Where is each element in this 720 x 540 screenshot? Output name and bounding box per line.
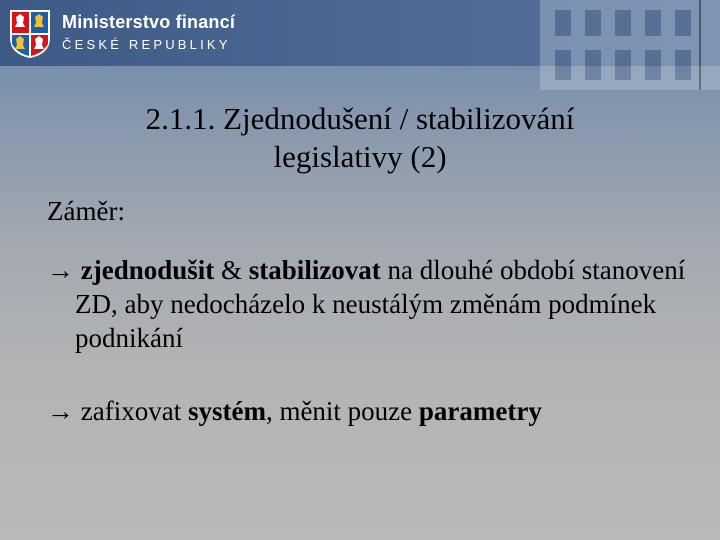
ministry-name: Ministerstvo financí <box>62 12 236 32</box>
bullet-emphasis: parametry <box>418 396 542 426</box>
slide-title-line-2: legislativy (2) <box>273 139 447 174</box>
bullet-emphasis: zjednodušit <box>80 255 215 285</box>
bullet-item <box>47 394 715 428</box>
bullet-item <box>47 253 715 355</box>
ministry-subtitle: ČESKÉ REPUBLIKY <box>62 37 231 52</box>
bullet-text: , měnit pouze <box>265 396 419 426</box>
bullet-text: zafixovat <box>74 396 188 426</box>
building-illustration <box>520 0 720 90</box>
arrow-icon: → <box>47 396 74 426</box>
bullet-text: & <box>214 255 249 285</box>
arrow-icon: → <box>47 255 74 285</box>
bullet-text: na dlouhé období stanovení ZD, aby nedocházelo k neustálým změnám podmínek podnikání <box>75 255 686 353</box>
section-label: Záměr: <box>47 196 125 226</box>
slide-title <box>60 100 660 176</box>
bullet-emphasis: stabilizovat <box>248 255 381 285</box>
header-bar <box>0 0 720 66</box>
coat-of-arms-icon <box>8 8 52 60</box>
slide-title-line-1: 2.1.1. Zjednodušení / stabilizování <box>145 101 575 136</box>
bullet-emphasis: systém <box>187 396 266 426</box>
bullet-text <box>74 255 81 285</box>
